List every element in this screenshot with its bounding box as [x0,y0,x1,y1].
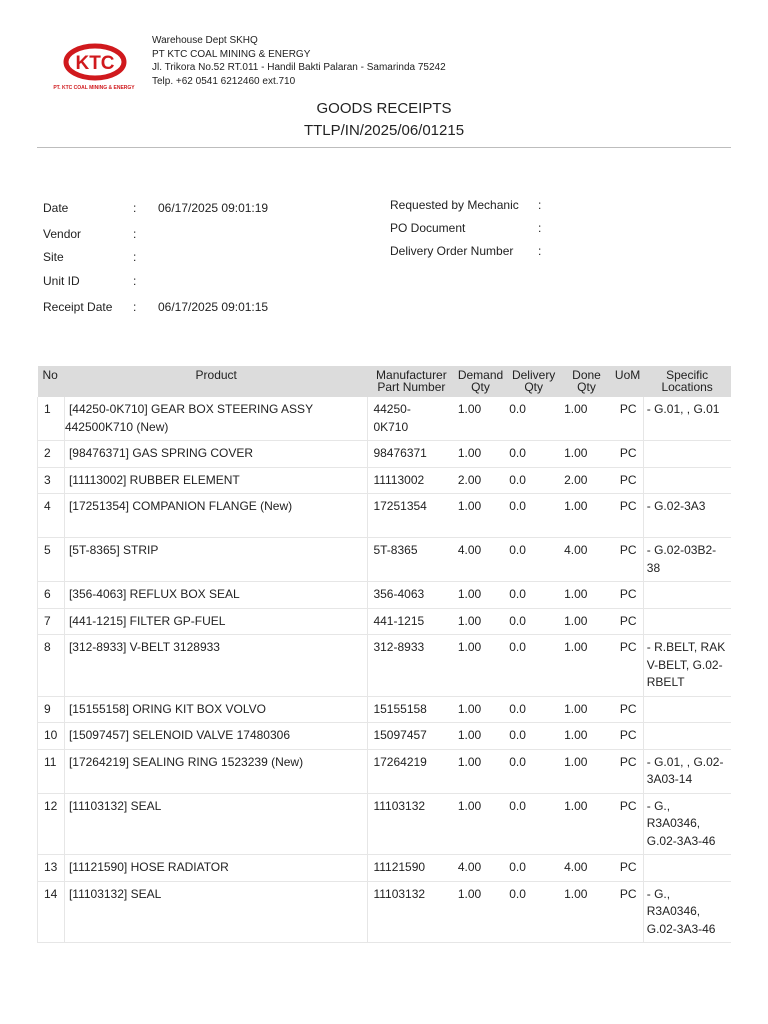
cell-specific-locations [643,467,731,494]
cell-delivery-qty: 0.0 [506,538,561,582]
header-done-qty [561,366,612,397]
header-text: Locations [661,380,713,394]
cell-line: R3A0346, [646,816,701,830]
info-label-delivery-order: Delivery Order Number [390,244,514,258]
info-label-date: Date [43,201,69,215]
cell-product [64,881,368,943]
cell-demand-qty: 1.00 [455,881,506,943]
cell-specific-locations [643,582,731,609]
cell-manufacturer-part-number [368,749,455,793]
cell-specific-locations [643,793,731,855]
table-row [38,441,732,468]
cell-demand-qty: 4.00 [455,855,506,882]
cell-uom: PC [612,635,643,697]
cell-line: [15097457] SELENOID VALVE 17480306 [68,728,290,742]
cell-delivery-qty: 0.0 [506,696,561,723]
header-no: No [38,366,65,397]
cell-product [64,855,368,882]
company-address-block [152,34,446,88]
cell-done-qty: 1.00 [561,696,612,723]
info-label-unit-id: Unit ID [43,274,80,288]
cell-specific-locations [643,635,731,697]
header-text: Delivery [511,368,556,382]
cell-line: 312-8933 [373,640,425,654]
cell-line: 15097457 [373,728,427,742]
cell-line: [11121590] HOSE RADIATOR [68,860,229,874]
info-colon: : [133,227,137,241]
cell-line: - G.01, , G.01 [646,402,720,416]
cell-no: 12 [38,793,65,855]
header-divider [37,147,731,148]
cell-specific-locations [643,538,731,582]
cell-line: 38 [646,560,661,575]
cell-line: - G.02-03B2- [646,543,717,557]
cell-line: R3A0346, [646,904,701,918]
info-label-site: Site [43,250,64,264]
cell-line: 441-1215 [373,613,425,628]
cell-line: [44250-0K710] GEAR BOX STEERING ASSY [68,402,314,416]
table-body [38,397,732,943]
cell-manufacturer-part-number [368,608,455,635]
table-row [38,397,732,441]
table-row [38,467,732,494]
header-text: Specific [666,368,709,382]
cell-done-qty: 4.00 [561,855,612,882]
table-row [38,881,732,943]
cell-uom: PC [612,467,643,494]
cell-no: 3 [38,467,65,494]
cell-specific-locations [643,723,731,750]
cell-specific-locations [643,494,731,538]
cell-line: 0K710 [373,419,409,434]
cell-no: 14 [38,881,65,943]
cell-demand-qty: 4.00 [455,538,506,582]
cell-done-qty: 1.00 [561,723,612,750]
cell-manufacturer-part-number [368,494,455,538]
table-row [38,494,732,538]
cell-no: 11 [38,749,65,793]
cell-uom: PC [612,881,643,943]
cell-done-qty: 4.00 [561,538,612,582]
cell-uom: PC [612,855,643,882]
cell-no: 8 [38,635,65,697]
cell-delivery-qty: 0.0 [506,793,561,855]
cell-uom: PC [612,538,643,582]
cell-no: 7 [38,608,65,635]
cell-demand-qty: 1.00 [455,696,506,723]
cell-line: [17264219] SEALING RING 1523239 (New) [68,754,304,769]
cell-line: G.02-3A3-46 [646,921,716,936]
cell-uom: PC [612,696,643,723]
logo-subtext: PT. KTC COAL MINING & ENERGY [53,85,135,91]
cell-delivery-qty: 0.0 [506,397,561,441]
cell-line: [356-4063] REFLUX BOX SEAL [68,587,240,601]
info-label-requested-by: Requested by Mechanic [390,198,519,212]
document-number: TTLP/IN/2025/06/01215 [303,122,465,139]
cell-specific-locations [643,441,731,468]
cell-done-qty: 1.00 [561,397,612,441]
cell-product [64,467,368,494]
company-phone: Telp. +62 0541 6212460 ext.710 [152,75,296,87]
header-text: Manufacturer [376,368,447,382]
cell-no: 5 [38,538,65,582]
cell-delivery-qty: 0.0 [506,855,561,882]
cell-product [64,749,368,793]
table-row [38,793,732,855]
cell-line: [17251354] COMPANION FLANGE (New) [68,499,293,513]
cell-uom: PC [612,582,643,609]
cell-line: 11113002 [373,472,425,487]
cell-manufacturer-part-number [368,881,455,943]
document-title: GOODS RECEIPTS [316,100,452,117]
cell-line: 442500K710 (New) [64,419,169,434]
header-text: Demand [457,368,504,382]
info-colon: : [133,250,137,264]
cell-line: [11103132] SEAL [68,886,162,901]
cell-product [64,397,368,441]
cell-manufacturer-part-number [368,467,455,494]
cell-line: 98476371 [373,446,427,460]
cell-manufacturer-part-number [368,538,455,582]
header-demand-qty [455,366,506,397]
info-colon: : [133,201,137,215]
cell-demand-qty: 1.00 [455,494,506,538]
cell-line: - G.01, , G.02- [646,754,724,769]
cell-no: 9 [38,696,65,723]
cell-line: 11103132 [373,886,426,901]
table-row [38,749,732,793]
info-colon: : [538,244,542,258]
company-name: PT KTC COAL MINING & ENERGY [152,48,311,60]
cell-done-qty: 1.00 [561,441,612,468]
cell-specific-locations [643,855,731,882]
cell-product [64,494,368,538]
table-row [38,608,732,635]
cell-line: 5T-8365 [373,543,418,557]
cell-delivery-qty: 0.0 [506,441,561,468]
company-dept: Warehouse Dept SKHQ [152,35,258,46]
cell-demand-qty: 1.00 [455,582,506,609]
cell-product [64,723,368,750]
cell-manufacturer-part-number [368,793,455,855]
cell-line: [11103132] SEAL [68,798,162,813]
table-row [38,855,732,882]
cell-uom: PC [612,397,643,441]
company-logo [48,40,138,92]
items-table [37,366,731,943]
cell-manufacturer-part-number [368,397,455,441]
cell-manufacturer-part-number [368,696,455,723]
cell-line: [15155158] ORING KIT BOX VOLVO [68,701,266,716]
cell-product [64,635,368,697]
cell-manufacturer-part-number [368,441,455,468]
header-delivery-qty [506,366,561,397]
cell-no: 10 [38,723,65,750]
cell-line: - R.BELT, RAK [646,640,726,654]
cell-line: - G., [646,798,671,813]
company-address: Jl. Trikora No.52 RT.011 - Handil Bakti Palaran - Samarinda 75242 [152,62,446,73]
cell-line: [98476371] GAS SPRING COVER [68,446,254,460]
cell-uom: PC [612,793,643,855]
cell-delivery-qty: 0.0 [506,635,561,697]
cell-no: 6 [38,582,65,609]
cell-done-qty: 2.00 [561,467,612,494]
cell-line: 11103132 [373,798,426,813]
cell-done-qty: 1.00 [561,749,612,793]
cell-demand-qty: 1.00 [455,441,506,468]
cell-demand-qty: 1.00 [455,397,506,441]
cell-done-qty: 1.00 [561,635,612,697]
cell-no: 2 [38,441,65,468]
cell-demand-qty: 1.00 [455,793,506,855]
cell-specific-locations [643,397,731,441]
cell-delivery-qty: 0.0 [506,723,561,750]
info-label-receipt-date: Receipt Date [43,300,113,314]
cell-line: 44250- [373,402,411,416]
cell-product [64,696,368,723]
header-text: Done [572,368,601,382]
header-text: Qty [577,380,596,394]
cell-manufacturer-part-number [368,723,455,750]
info-colon: : [133,274,137,288]
cell-done-qty: 1.00 [561,881,612,943]
cell-uom: PC [612,494,643,538]
cell-product [64,608,368,635]
cell-line: RBELT [646,675,685,689]
cell-line: 17251354 [373,499,427,513]
cell-line: [11113002] RUBBER ELEMENT [68,472,240,487]
cell-specific-locations [643,696,731,723]
cell-delivery-qty: 0.0 [506,881,561,943]
info-colon: : [538,221,542,235]
cell-no: 4 [38,494,65,538]
table-row [38,538,732,582]
table-row [38,582,732,609]
cell-done-qty: 1.00 [561,582,612,609]
cell-delivery-qty: 0.0 [506,749,561,793]
cell-no: 13 [38,855,65,882]
cell-demand-qty: 1.00 [455,608,506,635]
cell-delivery-qty: 0.0 [506,582,561,609]
cell-specific-locations [643,881,731,943]
cell-line: [312-8933] V-BELT 3128933 [68,640,220,654]
cell-specific-locations [643,749,731,793]
table-row [38,723,732,750]
header-product: Product [64,366,368,397]
table-row [38,635,732,697]
cell-line: V-BELT, G.02- [646,657,723,672]
cell-line: G.02-3A3-46 [646,833,716,848]
cell-demand-qty: 1.00 [455,723,506,750]
cell-uom: PC [612,441,643,468]
cell-uom: PC [612,749,643,793]
header-text: Qty [524,380,543,394]
cell-manufacturer-part-number [368,635,455,697]
cell-done-qty: 1.00 [561,608,612,635]
info-value-receipt-date: 06/17/2025 09:01:15 [158,300,269,314]
header-specific-locations [643,366,731,397]
cell-delivery-qty: 0.0 [506,467,561,494]
cell-specific-locations [643,608,731,635]
cell-line: 15155158 [373,701,427,716]
header-manufacturer-part-number [368,366,455,397]
cell-uom: PC [612,723,643,750]
table-row [38,696,732,723]
info-label-vendor: Vendor [43,227,82,241]
cell-no: 1 [38,397,65,441]
cell-done-qty: 1.00 [561,793,612,855]
table-header-row [38,366,732,397]
header-uom: UoM [612,366,643,397]
cell-demand-qty: 1.00 [455,635,506,697]
cell-product [64,793,368,855]
cell-demand-qty: 2.00 [455,467,506,494]
cell-delivery-qty: 0.0 [506,608,561,635]
logo-text: KTC [75,53,115,74]
cell-line: 356-4063 [373,587,425,601]
cell-line: 3A03-14 [646,772,693,786]
info-colon: : [133,300,137,314]
info-colon: : [538,198,542,212]
cell-product [64,538,368,582]
cell-line: - G., [646,886,671,901]
cell-demand-qty: 1.00 [455,749,506,793]
cell-line: 11121590 [373,860,426,874]
info-label-po-document: PO Document [390,221,466,235]
cell-line: 17264219 [373,754,427,769]
cell-line: - G.02-3A3 [646,499,706,513]
cell-product [64,582,368,609]
cell-uom: PC [612,608,643,635]
header-text: Part Number [377,380,446,394]
cell-line: [441-1215] FILTER GP-FUEL [68,613,226,628]
cell-manufacturer-part-number [368,582,455,609]
cell-product [64,441,368,468]
cell-line [647,516,728,534]
header-text: Qty [471,380,490,394]
cell-done-qty: 1.00 [561,494,612,538]
cell-line: [5T-8365] STRIP [68,543,159,557]
info-value-date: 06/17/2025 09:01:19 [158,201,269,215]
cell-delivery-qty: 0.0 [506,494,561,538]
cell-manufacturer-part-number [368,855,455,882]
